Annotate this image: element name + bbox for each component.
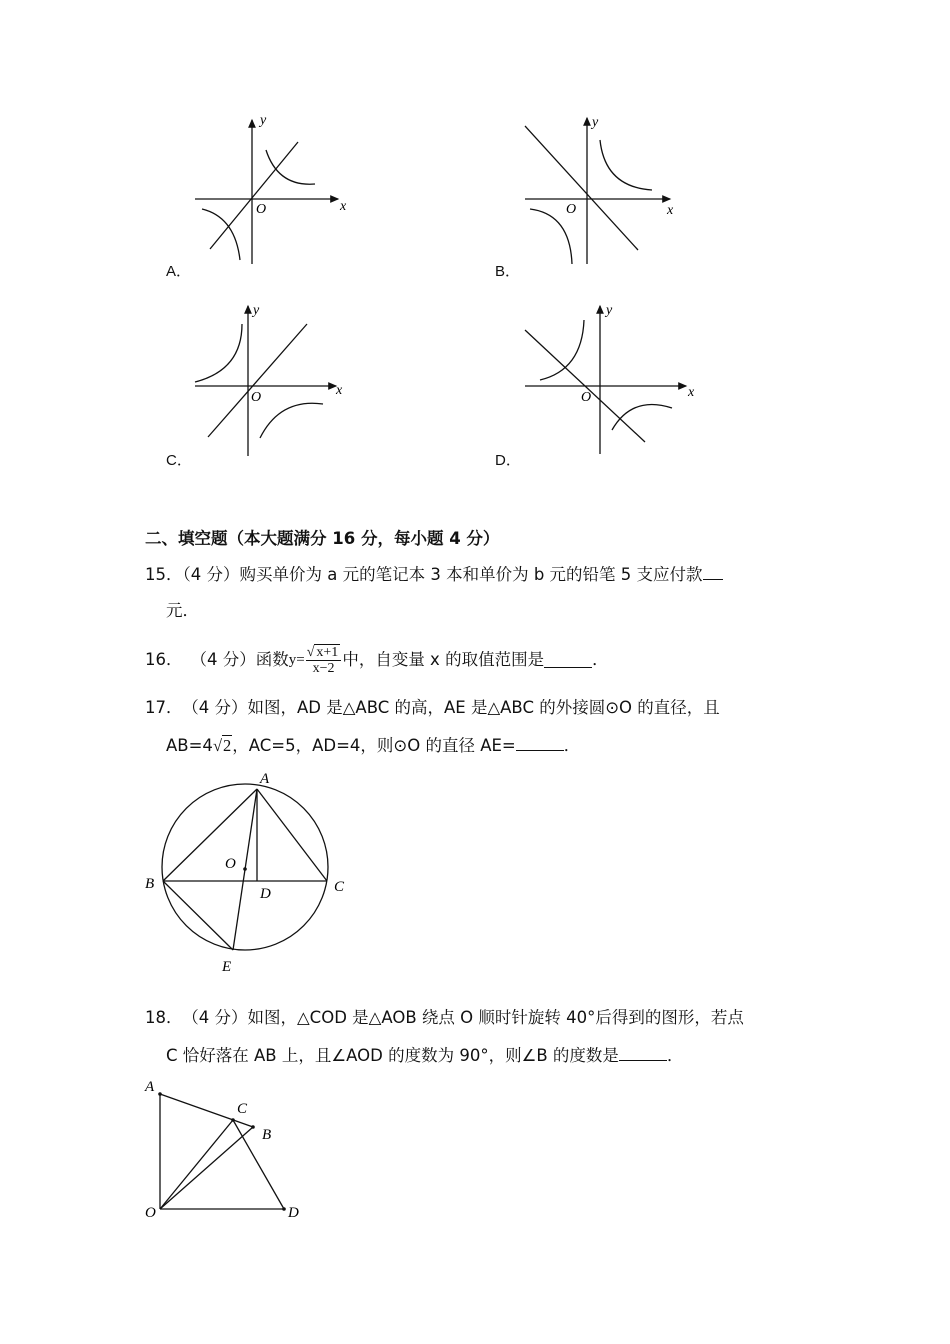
q15-number: 15． xyxy=(145,565,183,584)
q17-answer-blank[interactable] xyxy=(516,735,564,751)
figure-18 xyxy=(140,1072,320,1222)
label-c: C xyxy=(237,1101,248,1117)
q15-text: （4 分）购买单价为 a 元的笔记本 3 本和单价为 b 元的铅笔 5 支应付款 xyxy=(182,565,703,584)
graph-d xyxy=(520,300,700,460)
y-label: y xyxy=(260,113,267,128)
option-a-label: A． xyxy=(166,263,192,280)
label-b: B xyxy=(145,876,155,892)
q16-denominator: x−2 xyxy=(312,660,335,676)
point-c xyxy=(231,1118,235,1122)
q18-line1: （4 分）如图，△COD 是△AOB 绕点 O 顺时针旋转 40°后得到的图形，若点 xyxy=(190,1008,744,1027)
origin-label: O xyxy=(581,390,592,405)
q18-end: ． xyxy=(666,1046,684,1065)
label-a: A xyxy=(260,771,270,787)
q16-fraction xyxy=(306,645,342,676)
y-label: y xyxy=(592,115,599,130)
sqrt-symbol: √ xyxy=(212,736,222,755)
q17-ab: AB=4 xyxy=(166,736,213,755)
segment-ab xyxy=(163,789,257,881)
label-o: O xyxy=(225,856,236,872)
segment-ac xyxy=(257,789,327,881)
q17-rest: ，AC=5，AD=4，则⊙O 的直径 AE= xyxy=(232,736,516,755)
hyperbola-q1 xyxy=(600,140,652,190)
segment-be xyxy=(163,881,233,950)
origin-label: O xyxy=(566,202,577,217)
q17-radicand: 2 xyxy=(223,736,232,755)
y-label: y xyxy=(253,303,260,318)
segment-oc xyxy=(160,1120,233,1209)
q16-post: 中，自变量 x 的取值范围是 xyxy=(342,650,545,669)
q16-numerator: √ x+1 xyxy=(306,645,342,661)
label-o: O xyxy=(145,1205,156,1221)
q16-answer-blank[interactable] xyxy=(544,652,592,668)
hyperbola-q4 xyxy=(612,404,672,430)
section-title: 二、填空题（本大题满分 16 分，每小题 4 分） xyxy=(145,529,500,548)
graph-c xyxy=(190,300,360,460)
q18-number: 18． xyxy=(145,1008,183,1027)
q17-line2 xyxy=(166,735,580,756)
q17-end: ． xyxy=(563,736,581,755)
label-b: B xyxy=(262,1127,272,1143)
q18-line2-text: C 恰好落在 AB 上，且∠AOD 的度数为 90°，则∠B 的度数是 xyxy=(166,1046,619,1065)
origin-label: O xyxy=(251,390,262,405)
q15-answer-blank[interactable] xyxy=(703,564,723,580)
q16-y: y= xyxy=(288,652,305,668)
hyperbola-q2 xyxy=(195,324,242,382)
point-a xyxy=(158,1092,162,1096)
figure-17 xyxy=(140,765,360,980)
linear-line xyxy=(210,142,298,249)
label-c: C xyxy=(334,879,345,895)
x-label: x xyxy=(667,203,674,218)
question-16 xyxy=(145,640,609,680)
question-17 xyxy=(145,698,720,718)
q16-pre: （4 分）函数 xyxy=(190,650,289,669)
question-15 xyxy=(145,564,723,585)
option-b-label: B． xyxy=(495,263,521,280)
x-label: x xyxy=(688,385,695,400)
q16-number: 16． xyxy=(145,650,183,669)
q16-end: ． xyxy=(592,650,609,669)
hyperbola-q3 xyxy=(530,209,572,264)
linear-line xyxy=(208,324,307,437)
option-d-label: D． xyxy=(495,452,521,469)
q16-radicand: x+1 xyxy=(316,644,339,660)
q18-answer-blank[interactable] xyxy=(619,1045,667,1061)
x-label: x xyxy=(340,199,347,214)
graph-a xyxy=(190,112,360,272)
option-c-label: C． xyxy=(166,452,192,469)
label-e: E xyxy=(222,959,232,975)
segment-cd xyxy=(233,1120,284,1209)
hyperbola-q3 xyxy=(202,209,240,260)
origin-label: O xyxy=(256,202,267,217)
q17-line1: （4 分）如图，AD 是△ABC 的高，AE 是△ABC 的外接圆⊙O 的直径，且 xyxy=(190,698,720,717)
y-label: y xyxy=(606,303,613,318)
q18-line2 xyxy=(166,1045,683,1066)
q17-number: 17． xyxy=(145,698,183,717)
graph-b xyxy=(520,112,690,272)
point-o xyxy=(243,867,247,871)
segment-ob xyxy=(160,1127,253,1209)
label-a: A xyxy=(145,1079,155,1095)
hyperbola-q1 xyxy=(266,150,315,184)
point-b xyxy=(251,1125,255,1129)
label-d: D xyxy=(260,886,271,902)
x-label: x xyxy=(336,383,343,398)
hyperbola-q4 xyxy=(260,403,323,438)
question-18 xyxy=(145,1008,744,1028)
q15-tail: 元． xyxy=(166,601,199,620)
linear-line xyxy=(525,126,638,250)
point-d xyxy=(282,1207,286,1211)
label-d: D xyxy=(288,1205,299,1221)
